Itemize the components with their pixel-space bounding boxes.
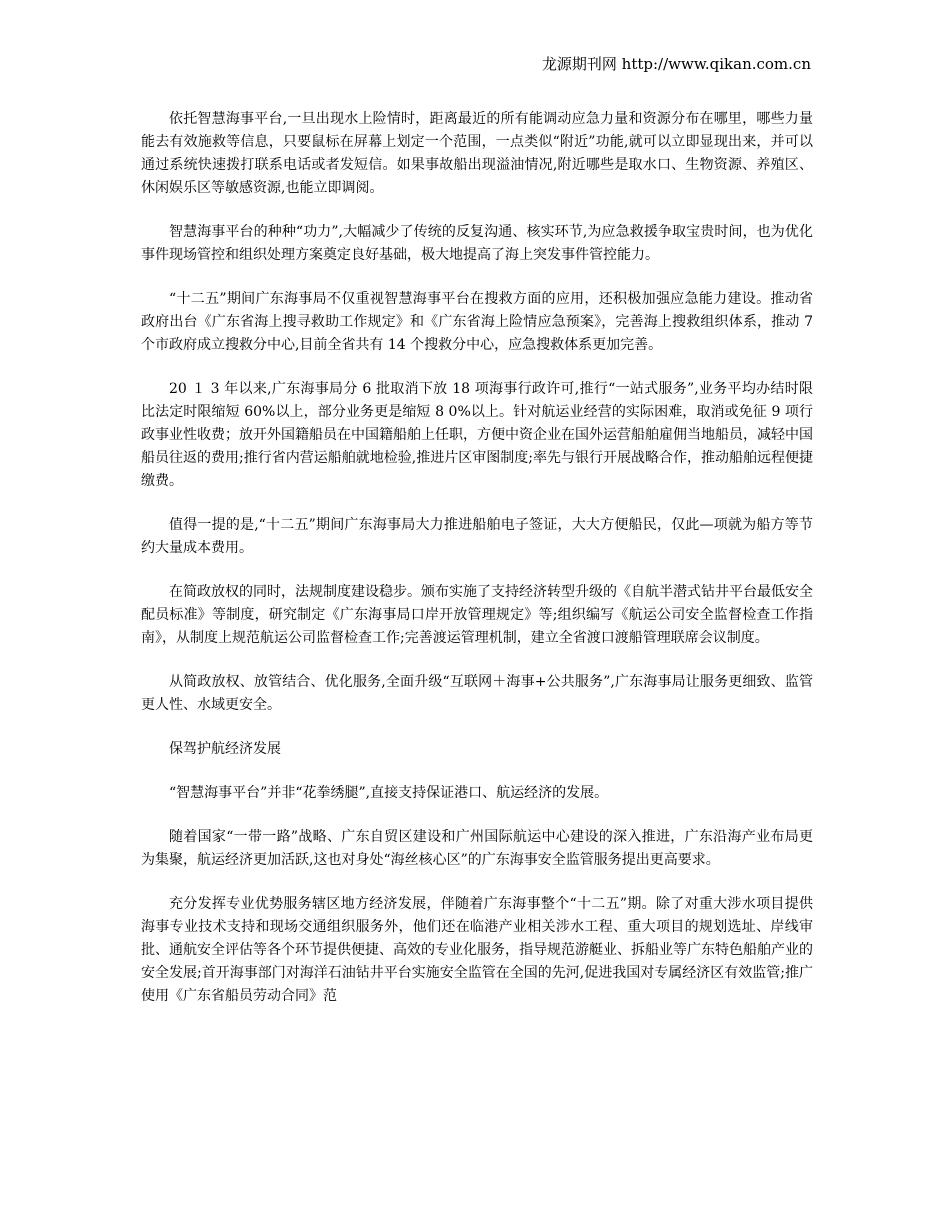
paragraph: 20 １ 3 年以来,广东海事局分 6 批取消下放 18 项海事行政许可,推行“一站式服务”,业务平均办结时限比法定时限缩短 60%以上，部分业务更是缩短 8 0%以上。针对航运业经营的实际困难，取消或免征 9 项行政事业性收费；放开外国籍船员在中国籍船舶上任职，方便中资企业在国外运营船舶雇佣当地船员，减轻中国船员往返的费用;推行省内营运船舶就地检验,推进片区审图制度;率先与银行开展战略合作，推动船舶远程便捷缴费。 <box>141 381 813 489</box>
paragraph: “十二五”期间广东海事局不仅重视智慧海事平台在搜救方面的应用，还积极加强应急能力建设。推动省政府出台《广东省海上搜寻救助工作规定》和《广东省海上险情应急预案》，完善海上搜救组织体系，推动 7 个市政府成立搜救分中心,目前全省共有 14 个搜救分中心，应急搜救体系更加完善。 <box>141 291 813 353</box>
paragraph: 从简政放权、放管结合、优化服务,全面升级“互联网＋海事+公共服务”,广东海事局让服务更细致、监管更人性、水域更安全。 <box>141 674 813 713</box>
paragraph: 在简政放权的同时，法规制度建设稳步。颁布实施了支持经济转型升级的《自航半潜式钻井平台最低安全配员标准》等制度，研究制定《广东海事局口岸开放管理规定》等;组织编写《航运公司安全监督检查工作指南》，从制度上规范航运公司监督检查工作;完善渡运管理机制，建立全省渡口渡船管理联席会议制度。 <box>141 584 813 646</box>
article-body <box>141 108 813 1029</box>
paragraph: 依托智慧海事平台,一旦出现水上险情时，距离最近的所有能调动应急力量和资源分布在哪里，哪些力量能去有效施救等信息，只要鼠标在屏幕上划定一个范围，一点类似“附近”功能,就可以立即显现出来，并可以通过系统快速拨打联系电话或者发短信。如果事故船出现溢油情况,附近哪些是取水口、生物资源、养殖区、休闲娱乐区等敏感资源,也能立即调阅。 <box>141 111 813 196</box>
paragraph: 值得一提的是,“十二五”期间广东海事局大力推进船舶电子签证，大大方便船民，仅此—项就为船方等节约大量成本费用。 <box>141 517 813 556</box>
paragraph: 随着国家“一带一路”战略、广东自贸区建设和广州国际航运中心建设的深入推进，广东沿海产业布局更为集聚，航运经济更加活跃,这也对身处“海丝核心区”的广东海事安全监管服务提出更高要求。 <box>141 829 813 868</box>
paragraph: “智慧海事平台”并非“花拳绣腿”,直接支持保证港口、航运经济的发展。 <box>169 785 609 801</box>
page-header-source: 龙源期刊网 http://www.qikan.com.cn <box>541 55 811 73</box>
section-heading: 保驾护航经济发展 <box>169 741 281 757</box>
paragraph: 充分发挥专业优势服务辖区地方经济发展，伴随着广东海事整个“十二五”期。除了对重大涉水项目提供海事专业技术支持和现场交通组织服务外，他们还在临港产业相关涉水工程、重大项目的规划选址、岸线审批、通航安全评估等各个环节提供便捷、高效的专业化服务，指导规范游艇业、拆船业等广东特色船舶产业的安全发展;首开海事部门对海洋石油钻井平台实施安全监管在全国的先河,促进我国对专属经济区有效监管;推广使用《广东省船员劳动合同》范 <box>141 896 813 1004</box>
paragraph: 智慧海事平台的种种“功力”,大幅减少了传统的反复沟通、核实环节,为应急救援争取宝贵时间，也为优化事件现场管控和组织处理方案奠定良好基础，极大地提高了海上突发事件管控能力。 <box>141 224 813 263</box>
